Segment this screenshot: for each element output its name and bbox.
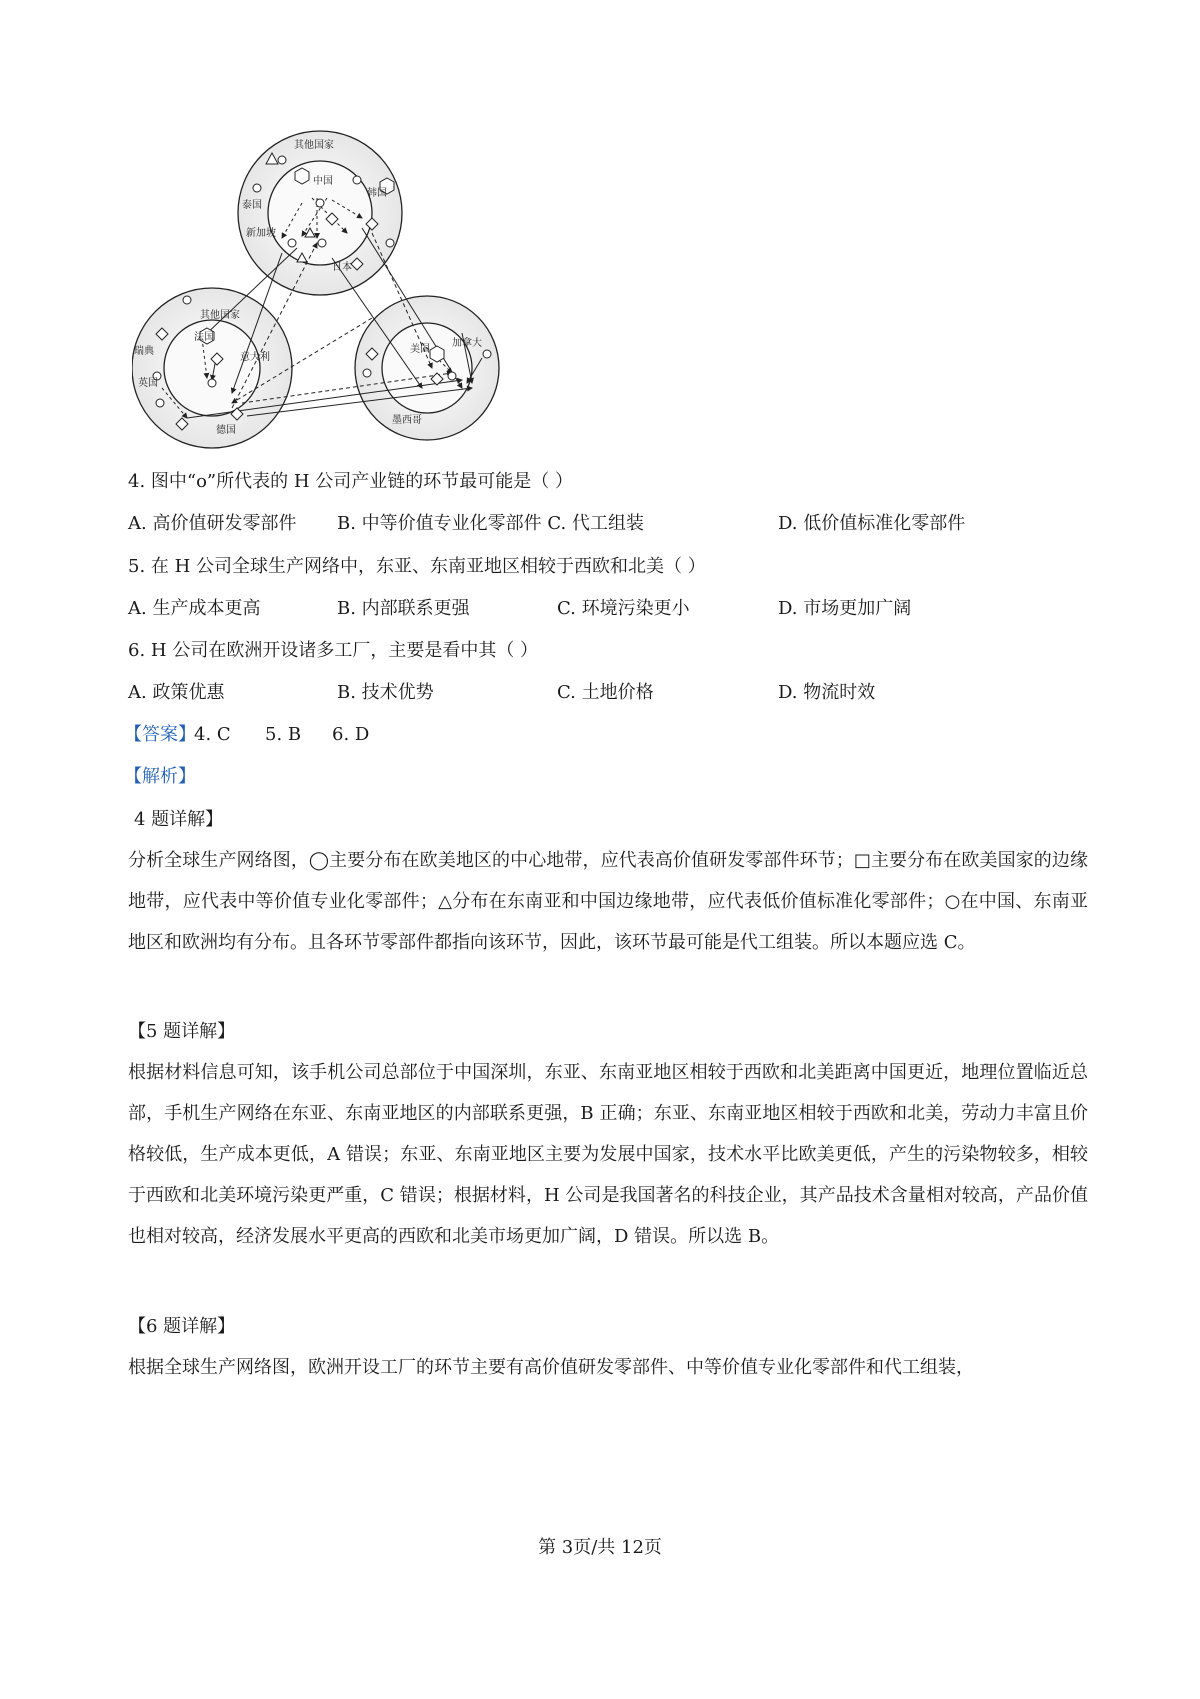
detail-5-text: 根据材料信息可知，该手机公司总部位于中国深圳，东亚、东南亚地区相较于西欧和北美距离中国更近，地理位置临近总部，手机生产网络在东亚、东南亚地区的内部联系更强，B 正确；东亚、东南亚地区相较于西欧和北美，劳动力丰富且价格较低，生产成本更低，A 错误；东亚、东南亚地区主要为发展中国家，技术水平比欧美更低，产生的污染物较多，相较于西欧和北美环境污染更严重，C 错误；根据材料，H 公司是我国著名的科技企业，其产品技术含量相对较高，产品价值也相对较高，经济发展水平更高的西欧和北美市场更加广阔，D 错误。所以选 B。 [128,1062,1088,1247]
page-footer: 第 3页/共 12页 [538,1537,662,1558]
label-mexico: 墨西哥 [392,415,422,426]
label-other-asia: 其他国家 [294,140,334,151]
q5-option-b: B. 内部联系更强 [337,598,470,619]
q4-option-a: A. 高价值研发零部件 [128,513,297,534]
label-canada: 加拿大 [452,338,482,349]
q4-stem: 4. 图中“o”所代表的 H 公司产业链的环节最可能是（ ） [128,471,573,492]
detail-4-text: 分析全球生产网络图，◯主要分布在欧美地区的中心地带，应代表高价值研发零部件环节；□主要分布在欧美国家的边缘地带，应代表中等价值专业化零部件；△分布在东南亚和中国边缘地带，应代表低价值标准化零部件；○在中国、东南亚地区和欧洲均有分布。且各环节零部件都指向该环节，因此，该环节最可能是代工组装。所以本题应选 C。 [128,850,1088,953]
detail-6-text: 根据全球生产网络图，欧洲开设工厂的环节主要有高价值研发零部件、中等价值专业化零部件和代工组装， [128,1357,974,1378]
q6-option-b: B. 技术优势 [337,682,434,703]
q5-option-c: C. 环境污染更小 [557,598,690,619]
america-inner-ring [382,323,472,413]
label-thailand: 泰国 [242,200,262,211]
q5-stem: 5. 在 H 公司全球生产网络中，东亚、东南亚地区相较于西欧和北美（ ） [128,556,706,577]
q4-option-b-c: B. 中等价值专业化零部件 C. 代工组装 [337,513,644,534]
label-korea: 韩国 [367,188,387,199]
network-svg [132,118,532,498]
detail-4-title: 4 题详解】 [134,809,224,830]
q5-option-d: D. 市场更加广阔 [778,598,912,619]
q5-option-a: A. 生产成本更高 [128,598,261,619]
q6-option-d: D. 物流时效 [778,682,876,703]
label-italy: 意大利 [240,352,270,363]
answer-4: 4. C [194,724,231,745]
q6-option-c: C. 土地价格 [557,682,654,703]
label-uk: 英国 [138,378,158,389]
detail-5-title: 【5 题详解】 [128,1021,236,1042]
answer-6: 6. D [332,724,370,745]
q6-stem: 6. H 公司在欧洲开设诸多工厂，主要是看中其（ ） [128,640,539,661]
label-germany: 德国 [216,425,236,436]
q4-option-d: D. 低价值标准化零部件 [778,513,966,534]
label-usa: 美国 [410,344,430,355]
answer-5: 5. B [265,724,302,745]
label-china: 中国 [313,176,333,187]
q6-option-a: A. 政策优惠 [128,682,225,703]
label-japan: 日本 [332,262,352,273]
label-singapore: 新加坡 [246,228,276,239]
production-network-diagram [132,118,532,498]
analysis-label: 【解析】 [124,766,196,787]
label-other-europe: 其他国家 [200,310,240,321]
answer-label: 【答案】 [124,724,196,745]
label-sweden: 瑞典 [134,346,154,357]
label-france: 法国 [194,332,214,343]
detail-6-title: 【6 题详解】 [128,1316,236,1337]
